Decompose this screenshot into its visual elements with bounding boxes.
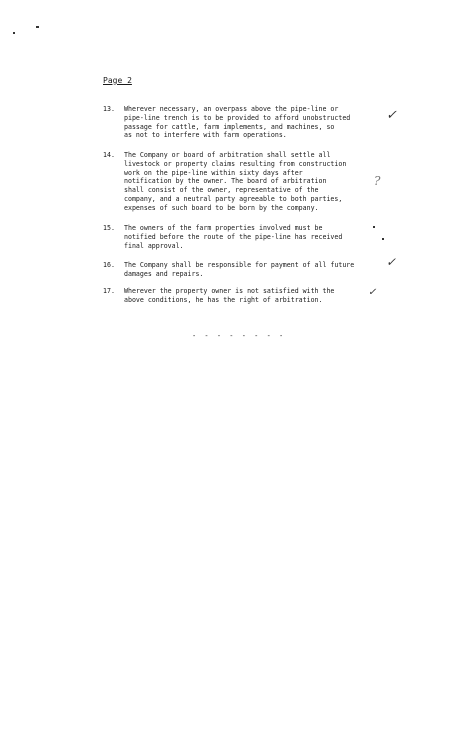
item-line: work on the pipe-line within sixty days after (124, 168, 303, 177)
page-label: Page 2 (103, 76, 132, 85)
item-line: company, and a neutral party agreeable to both parties, (124, 194, 343, 203)
item-line: expenses of such board to be born by the company. (124, 203, 319, 212)
item-number: 17. (103, 287, 115, 295)
item-line: as not to interfere with farm operations. (124, 131, 287, 140)
item-text (124, 287, 334, 305)
item-line: The Company or board of arbitration shall settle all (124, 151, 331, 159)
item-line: livestock or property claims resulting from construction (124, 159, 347, 168)
item-text (124, 224, 342, 250)
stray-mark (373, 226, 375, 228)
item-line: Wherever the property owner is not satisfied with the (124, 287, 335, 295)
item-line: passage for cattle, farm implements, and machines, so (124, 122, 335, 131)
item-number: 13. (103, 105, 115, 113)
check-mark-icon: ✓ (368, 287, 377, 298)
item-text (124, 261, 354, 279)
item-line: above conditions, he has the right of arbitration. (124, 295, 323, 304)
item-line: final approval. (124, 241, 184, 250)
item-line: pipe-line trench is to be provided to afford unobstructed (124, 113, 351, 122)
item-text (124, 151, 346, 213)
item-line: notified before the route of the pipe-line has received (124, 232, 343, 241)
item-line: damages and repairs. (124, 269, 204, 278)
item-number: 15. (103, 224, 115, 232)
stray-mark (382, 238, 384, 240)
stray-mark (13, 32, 15, 34)
item-line: The Company shall be responsible for payment of all future (124, 261, 355, 269)
section-divider: - - - - - - - - (192, 332, 286, 340)
question-mark-icon: ? (374, 174, 381, 188)
item-text (124, 105, 350, 140)
item-number: 16. (103, 261, 115, 269)
item-line: The owners of the farm properties involved must be (124, 224, 323, 232)
item-line: shall consist of the owner, representative of the (124, 186, 319, 195)
stray-mark (36, 26, 39, 28)
item-line: notification by the owner. The board of arbitration (124, 177, 327, 186)
check-mark-icon: ✓ (386, 255, 397, 269)
item-number: 14. (103, 151, 115, 159)
check-mark-icon: ✓ (386, 108, 397, 123)
item-line: Wherever necessary, an overpass above the pipe-line or (124, 105, 339, 113)
